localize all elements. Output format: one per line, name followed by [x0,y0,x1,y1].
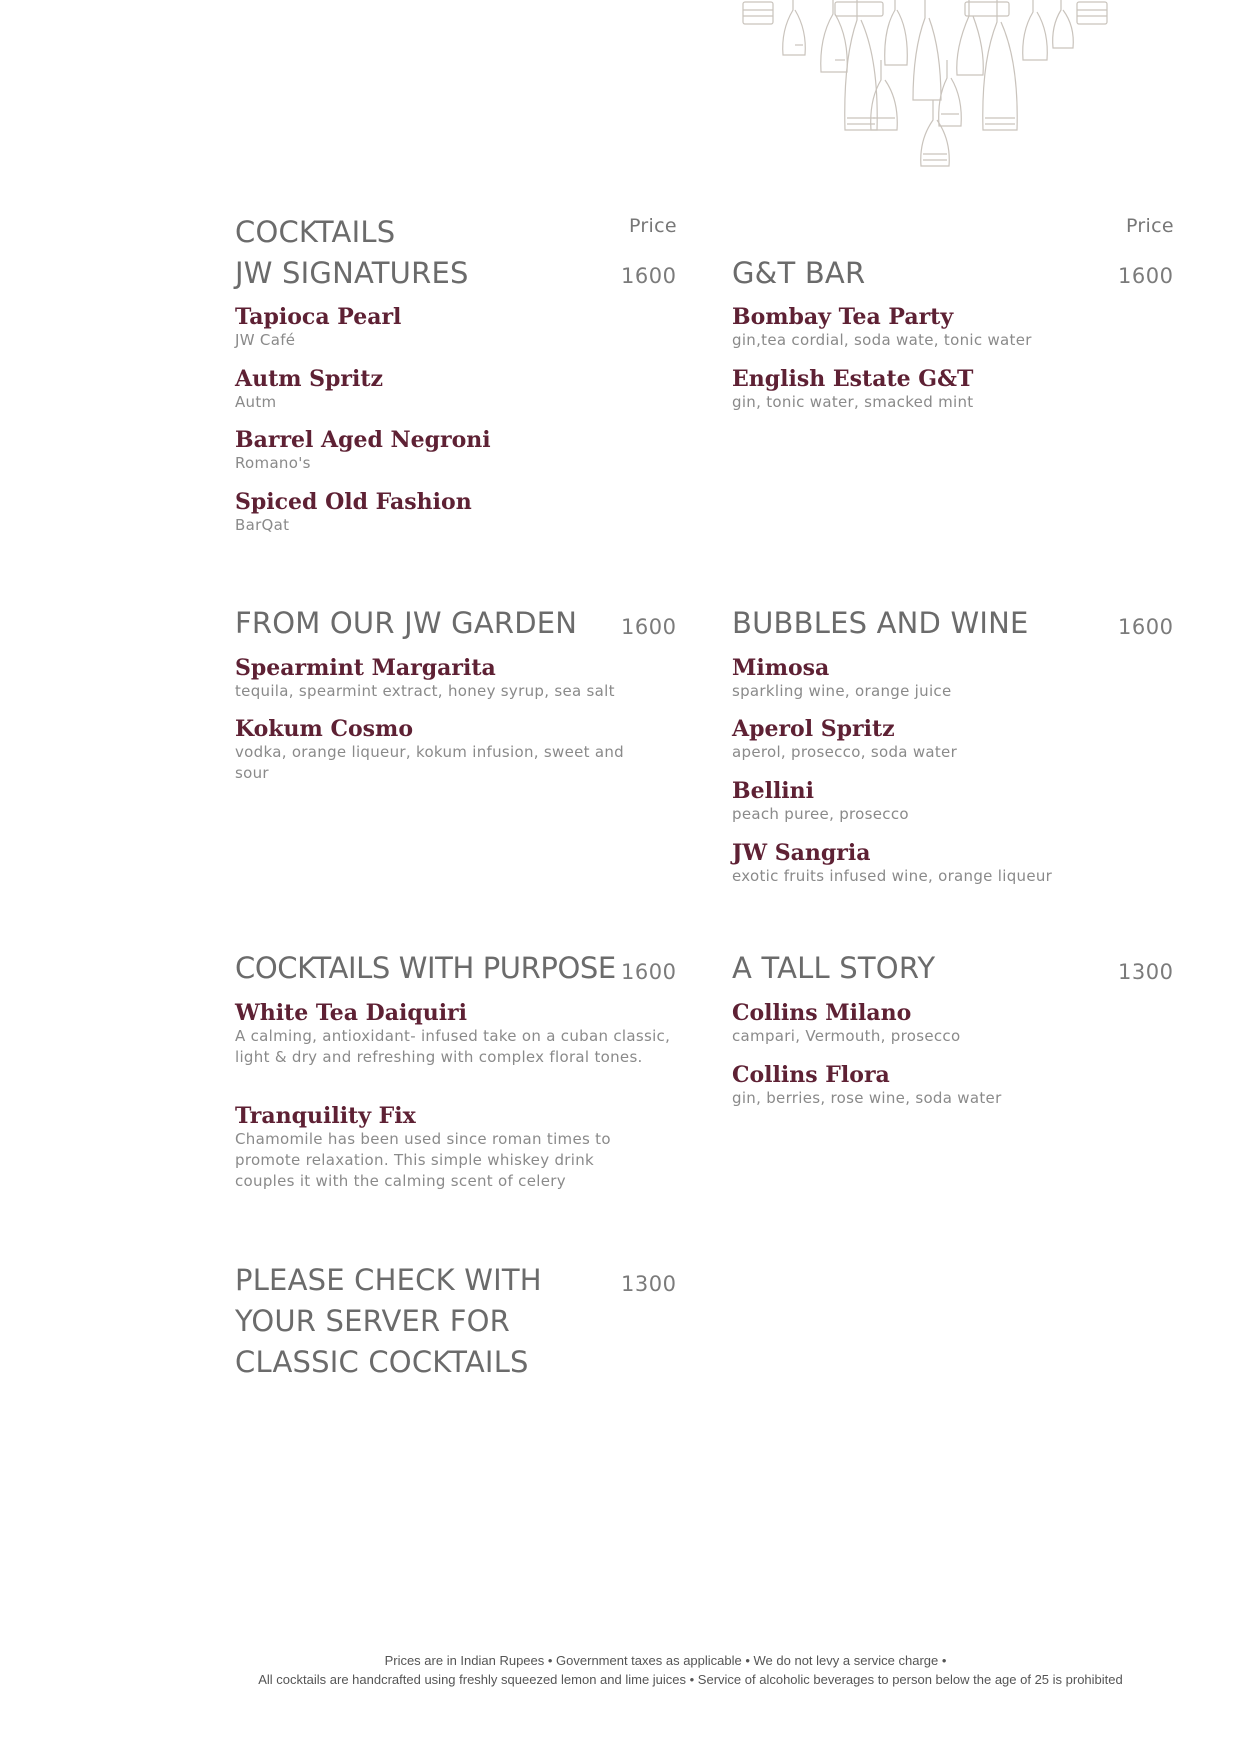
item-description: JW Café [235,331,296,349]
section-heading-line: PLEASE CHECK WITH [235,1263,542,1297]
item-description: Romano's [235,454,311,472]
item-description: exotic fruits infused wine, orange liqueur [732,867,1053,885]
item-description: sparkling wine, orange juice [732,682,952,700]
section-price: 1300 [621,1272,677,1296]
section-price: 1600 [1118,615,1174,639]
menu-item [235,1103,655,1192]
item-name: Mimosa [732,655,830,681]
menu-item [235,427,665,474]
section-price: 1600 [621,960,677,984]
item-name: Collins Flora [732,1062,890,1088]
item-description: gin, tonic water, smacked mint [732,393,974,411]
menu-item [235,1000,675,1068]
item-description: tequila, spearmint extract, honey syrup, sea salt [235,682,615,700]
item-description: gin,tea cordial, soda wate, tonic water [732,331,1032,349]
item-name: Autm Spritz [235,366,384,392]
price-column-label: Price [1126,215,1174,237]
footer-line: Prices are in Indian Rupees • Government taxes as applicable • We do not levy a service charge • [384,1653,947,1668]
menu-item [732,1062,1162,1109]
item-name: White Tea Daiquiri [235,1000,468,1026]
section-heading-line: YOUR SERVER FOR [235,1304,511,1338]
section-price: 1600 [621,264,677,288]
item-name: Barrel Aged Negroni [235,427,491,453]
footer-line: All cocktails are handcrafted using freshly squeezed lemon and lime juices • Service of alcoholic beverages to person below the age of 25 is prohibited [258,1672,1123,1687]
section-heading: BUBBLES AND WINE [732,606,1029,640]
item-name: Spearmint Margarita [235,655,496,681]
menu-item [235,716,655,784]
item-description: aperol, prosecco, soda water [732,743,958,761]
menu-item [732,840,1162,887]
price-column-label: Price [629,215,677,237]
item-name: Tapioca Pearl [235,304,402,330]
section-price: 1300 [1118,960,1174,984]
item-name: English Estate G&T [732,366,974,392]
item-name: Kokum Cosmo [235,716,414,742]
section-heading: COCKTAILS WITH PURPOSE [235,951,616,985]
menu-item [732,655,1162,702]
hanging-glasses-illustration [735,0,1115,175]
section-heading-line: CLASSIC COCKTAILS [235,1345,529,1379]
section-heading: A TALL STORY [732,951,936,985]
footer-notes [0,1651,1241,1689]
item-description: Autm [235,393,277,411]
item-description: vodka, orange liqueur, kokum infusion, sweet and sour [235,743,625,782]
menu-item [235,366,665,413]
item-description: Chamomile has been used since roman times to promote relaxation. This simple whiskey drink couples it with the calming scent of celery [235,1130,611,1190]
item-name: Tranquility Fix [235,1103,416,1129]
item-name: Collins Milano [732,1000,912,1026]
item-description: campari, Vermouth, prosecco [732,1027,961,1045]
menu-item [732,778,1162,825]
item-name: Aperol Spritz [732,716,895,742]
section-heading: G&T BAR [732,256,866,290]
section-price: 1600 [621,615,677,639]
menu-item [235,489,665,536]
menu-item [235,304,665,351]
item-description: peach puree, prosecco [732,805,909,823]
menu-item [732,1000,1162,1047]
section-heading-line: COCKTAILS [235,215,396,249]
menu-item [732,716,1162,763]
section-price: 1600 [1118,264,1174,288]
menu-item [732,304,1162,351]
menu-item [732,366,1162,413]
item-description: gin, berries, rose wine, soda water [732,1089,1002,1107]
item-name: JW Sangria [732,840,871,866]
section-heading: FROM OUR JW GARDEN [235,606,578,640]
item-name: Bellini [732,778,815,804]
item-description: BarQat [235,516,290,534]
item-description: A calming, antioxidant- infused take on a cuban classic, light & dry and refreshing with complex floral tones. [235,1027,671,1066]
section-heading-line: JW SIGNATURES [235,256,469,290]
item-name: Bombay Tea Party [732,304,954,330]
menu-item [235,655,665,702]
item-name: Spiced Old Fashion [235,489,472,515]
